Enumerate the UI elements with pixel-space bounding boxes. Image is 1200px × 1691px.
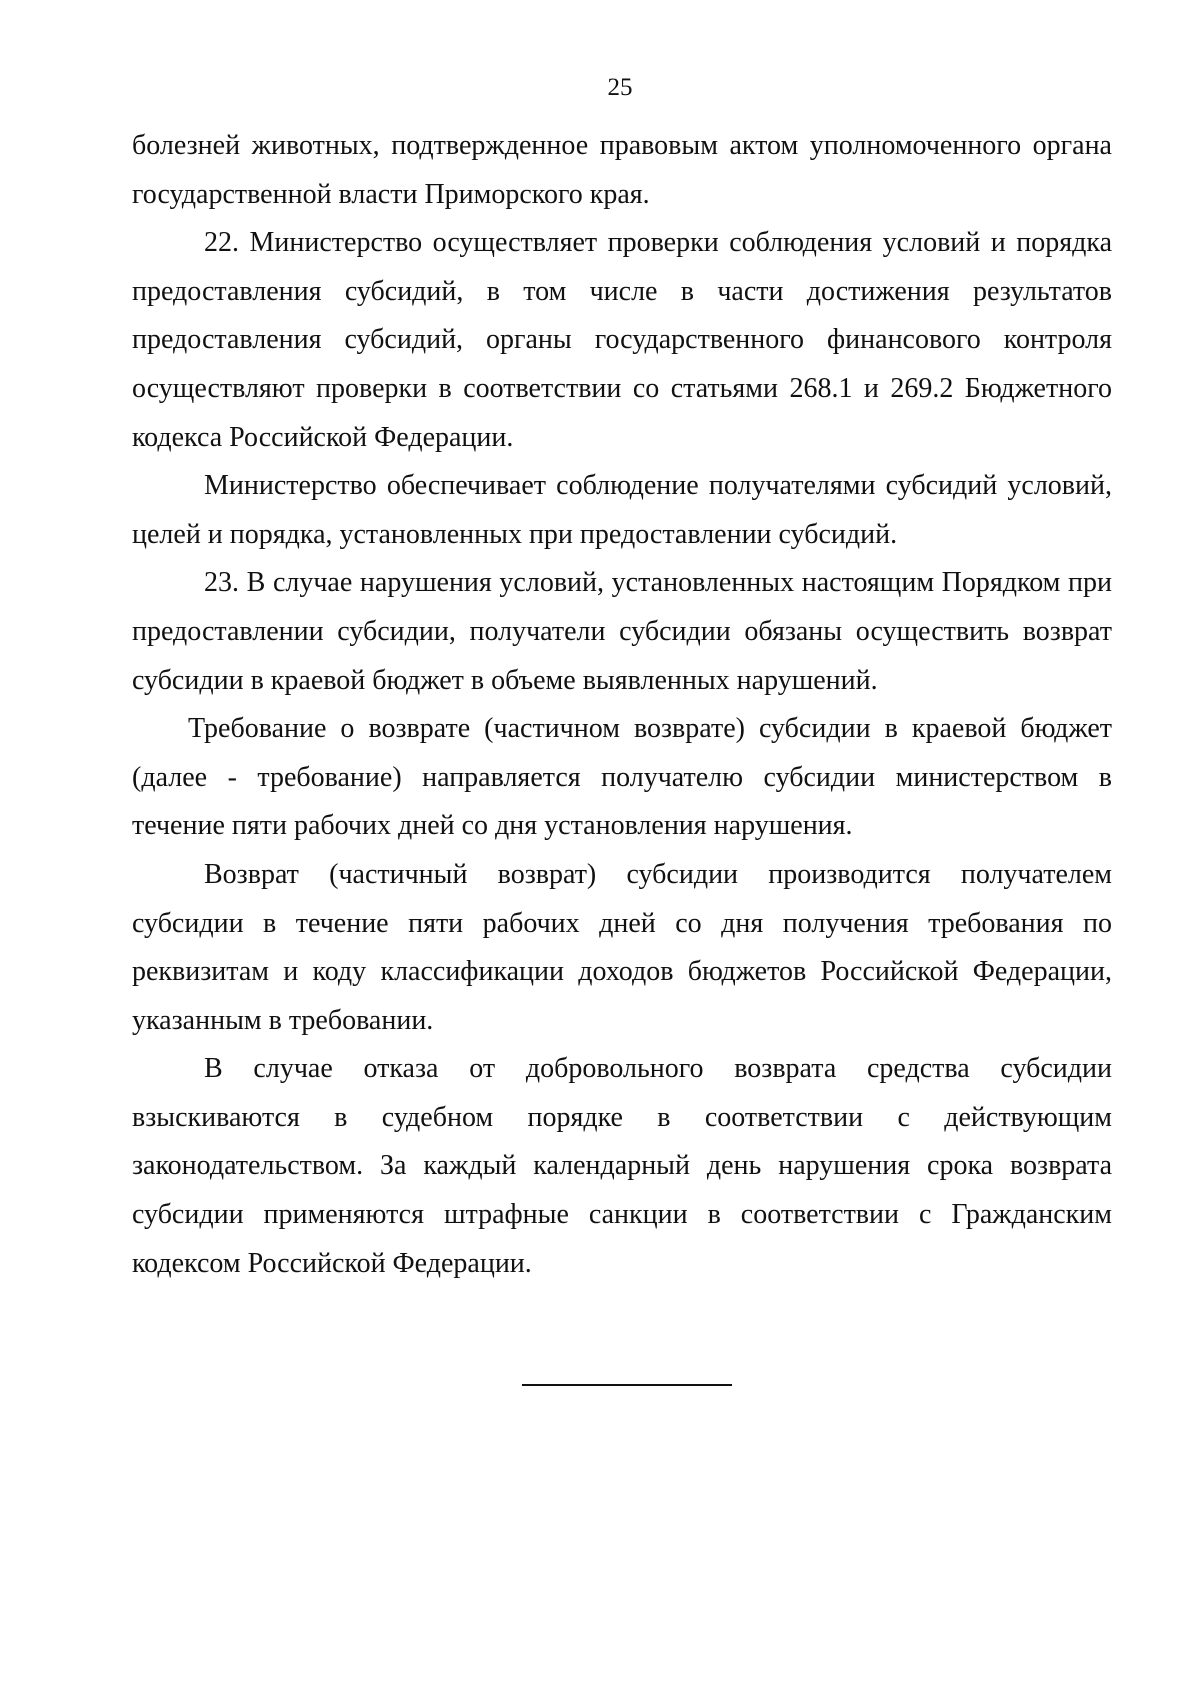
paragraph-refund-procedure: Возврат (частичный возврат) субсидии производится получателем субсидии в течение пяти рабочих дней со дня получения требования по реквизитам и коду классификации доходов бюджетов Российской Федерации, указанным в требовании. <box>132 858 1112 1036</box>
paragraph-23: 23. В случае нарушения условий, установленных настоящим Порядком при предоставлении субсидии, получатели субсидии обязаны осуществить возврат субсидии в краевой бюджет в объеме выявленных нарушений. <box>132 567 1112 696</box>
paragraph-refusal-penalties: В случае отказа от добровольного возврата средства субсидии взыскиваются в судебном порядке в соответствии с действующим законодательством. За каждый календарный день нарушения срока возврата субсидии применяются штрафные санкции в соответствии с Гражданским кодексом Российской Федерации. <box>132 1053 1112 1279</box>
end-of-document-rule <box>522 1384 732 1386</box>
paragraph-ministry-ensures: Министерство обеспечивает соблюдение получателями субсидий условий, целей и порядка, установленных при предоставлении субсидий. <box>132 470 1112 550</box>
paragraph-22: 22. Министерство осуществляет проверки соблюдения условий и порядка предоставления субсидий, в том числе в части достижения результатов предоставления субсидий, органы государственного финансового контроля осуществляют проверки в соответствии со статьями 268.1 и 269.2 Бюджетного кодекса Российской Федерации. <box>132 227 1112 453</box>
paragraph-continuation: болезней животных, подтвержденное правовым актом уполномоченного органа государственной власти Приморского края. <box>132 130 1112 210</box>
document-body <box>132 122 1112 1288</box>
paragraph-refund-demand: Требование о возврате (частичном возврате) субсидии в краевой бюджет (далее - требование) направляется получателю субсидии министерством в течение пяти рабочих дней со дня установления нарушения. <box>132 713 1112 842</box>
page-number: 25 <box>607 74 633 101</box>
